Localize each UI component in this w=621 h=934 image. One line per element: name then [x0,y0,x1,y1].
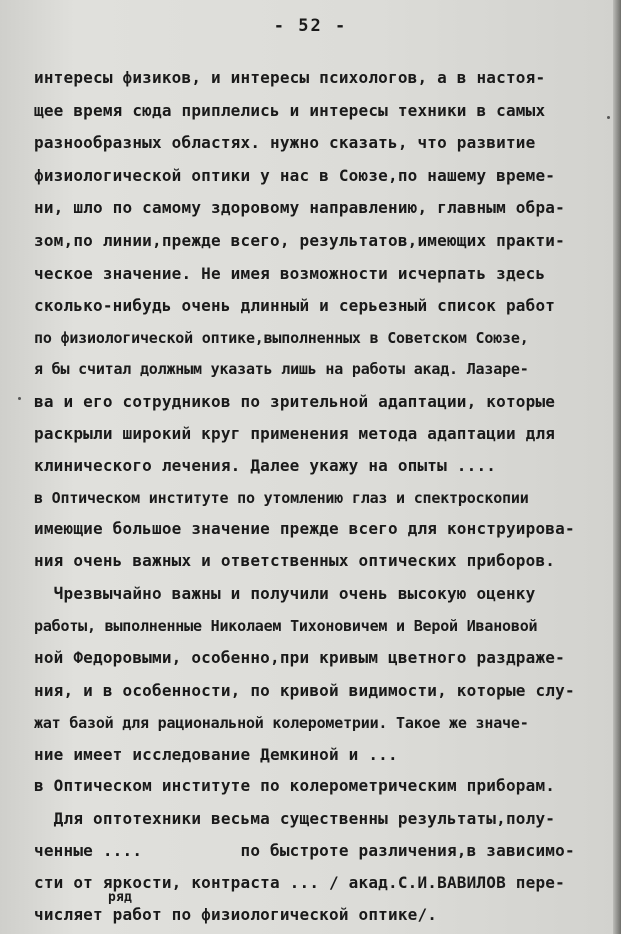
text-line: ния очень важных и ответственных оптических приборов. [34,551,556,570]
text-line: числяет работ по физиологической оптике/. [34,905,438,924]
text-line: интересы физиков, и интересы психологов, а в настоя- [34,68,546,87]
text-line: ние имеет исследование Демкиной и ... [34,745,398,764]
text-line: Для оптотехники весьма существенны результаты,полу- [34,809,556,828]
page-edge [613,0,621,934]
text-line: по физиологической оптике,выполненных в Советском Союзе, [34,329,529,347]
text-line: ченные .... по быстроте различения,в зависимо- [34,841,575,860]
ink-speck [18,397,21,400]
text-line: имеющие большое значение прежде всего для конструирова- [34,519,575,538]
text-line: работы, выполненные Николаем Тихоновичем и Верой Ивановой [34,617,538,635]
text-line: сти от яркости, контраста ... / акад.С.И.ВАВИЛОВ пере- [34,873,565,892]
text-line: я бы считал должным указать лишь на работы акад. Лазаре- [34,360,529,378]
text-line: сколько-нибудь очень длинный и серьезный список работ [34,296,556,315]
text-line: Чрезвычайно важны и получили очень высокую оценку [34,584,536,603]
text-line: раскрыли широкий круг применения метода адаптации для [34,424,556,443]
text-line: ва и его сотрудников по зрительной адаптации, которые [34,392,556,411]
text-line: зом,по линии,прежде всего, результатов,имеющих практи- [34,231,565,250]
ink-speck [607,116,610,119]
text-line: ной Федоровыми, особенно,при кривым цветного раздраже- [34,648,565,667]
text-line: в Оптическом институте по утомлению глаз и спектроскопии [34,489,529,507]
page-number: - 52 - [273,16,348,36]
handwritten-insertion: ряд [108,890,133,905]
text-line: ния, и в особенности, по кривой видимости, которые слу- [34,681,575,700]
text-line: в Оптическом институте по колерометрическим приборам. [34,776,556,795]
text-line: физиологической оптики у нас в Союзе,по нашему време- [34,166,556,185]
text-line: ческое значение. Не имея возможности исчерпать здесь [34,264,546,283]
text-line: клинического лечения. Далее укажу на опыты .... [34,456,497,475]
text-line: щее время сюда приплелись и интересы техники в самых [34,101,546,120]
text-line: ни, шло по самому здоровому направлению, главным обра- [34,198,565,217]
text-line: жат базой для рациональной колерометрии. Такое же значе- [34,714,529,732]
text-line: разнообразных областях. нужно сказать, что развитие [34,133,536,152]
